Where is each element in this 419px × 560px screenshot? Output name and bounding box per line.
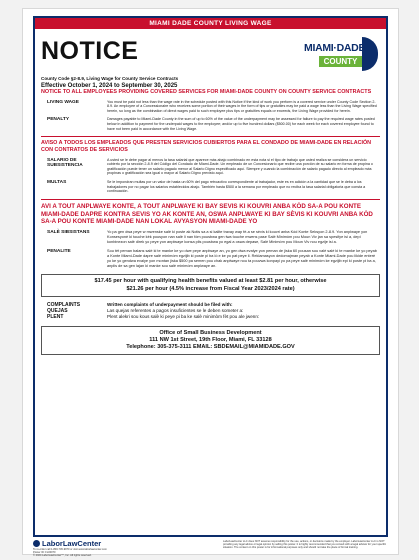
footer-line: Poster ID: FL00070 (33, 551, 56, 555)
logo-county-text: COUNTY (319, 56, 362, 67)
row-label: PENALITE (47, 249, 71, 255)
laborlawcenter-logo (33, 539, 101, 548)
laborlawcenter-icon (33, 540, 40, 547)
header (35, 29, 386, 75)
divider (41, 199, 380, 200)
section-row (35, 100, 386, 114)
row-label: LIVING WAGE (47, 99, 79, 105)
complaints-line: Las quejas referentes a pagos insuficientes se le deben someter a: (107, 307, 244, 313)
row-text: A usted se le debe pagar al menos la tasa salarial que aparece más abajo combinado en esta nota si el tipo de trabajo que usted realiza se considera un servicio cubierto por la sección 2-8.9 del Código del Condado de Miami-Dade. Un empleado de un Concesionario que recibe una porción de su salario en forma de propina o gratificación puede tener un salario pagado menor al Salario Digno especificado aquí. Siempre y cuando la combinación de salario pagado directo al empleado más propinas o gratificación sea igual o mayor al Salario Digno previsto aquí. (107, 157, 373, 176)
office-address: 111 NW 1st Street, 19th Floor, Miami, FL 33128 (149, 336, 272, 343)
office-contact: Telephone: 305-375-3111 EMAIL: SBDEMAIL@MIAMIDADE.GOV (126, 344, 295, 351)
row-label: SALARIO DE SUBSISTENCIA (47, 157, 83, 168)
poster-frame (33, 16, 388, 537)
complaints-label: COMPLAINTS (47, 302, 81, 309)
complaints-label: QUEJAS (47, 308, 68, 315)
section-row (35, 249, 386, 269)
creole-heading: AVI A TOUT ANPLWAYE KONTE, A TOUT ANPLWAYE KI BAY SEVIS KI KOUVRI ANBA KÒD SA-A POU KONTE MIAMI-DADE DAPRE KONTRA SEVIS YO AK KONTE AN, OSWA ANPLWAYE KI BAY SÈVIS KI KOUVRI ANBA KÒD SA-A POU KONTE MIAMI-DADE NAN LOKAL AVYASYON MIAMI-DADE YO (41, 202, 373, 226)
footer-left (33, 548, 183, 558)
row-text: Yo pa gen dwa peye w mwenske salè ki poste ak Notis sa a si kalite travay wap fè-a se sèvis ki kouvri anba Kòd Konte Seksyon 2-8.9. Yon anplwaye yon Konsesyonè ki touche kèk pousyon nan salè li nan fòm pousbwa gen twa touche mwens pase Salè Minimòm pou Moun Viv jan sa spesifye isi a, depi konbinezon salè direk yo peye yon anplwaye konsa plis pousbwa yo egal a oswa depase, Salè Minimòm pou Moun Viv nou egzije isi a. (107, 230, 368, 245)
footer-line: To re-order call 1-800-745-9970 or visit www.laborlawcenter.com (33, 548, 107, 551)
section-row (35, 180, 386, 194)
section-row (35, 117, 386, 131)
effective-dates: Effective October 1, 2024 to September 30, 2025 (41, 83, 178, 89)
rate-line: $21.26 per hour (4.5% increase from Fiscal Year 2023/2024 rate) (126, 285, 295, 292)
section-row (35, 158, 386, 176)
english-heading: NOTICE TO ALL EMPLOYEES PROVIDING COVERED SERVICES FOR MIAMI-DADE COUNTY ON COUNTY SERVICE CONTRACTS (41, 89, 372, 95)
row-label: MULTAS (47, 179, 67, 185)
complaints-label: PLENT (47, 314, 64, 321)
row-text: Se le impondran multas por un valor de hasta un 60% del pago retroactivo correspondiente al trabajador, este es en adición a la cantidad que se le deba a los trabajadores por no pagar los salarios establecidos abajo. También hasta $500 a la semana por empleado que no reciba la tasa salarial obligatoria que consta a continuación. (107, 179, 366, 194)
row-text: Sou tèt peman balans salè ki te manke ke yo dwe peye anplwaye an, yo gen dwa evalye yon peman de jiska 60 pousan sou valè salè ki te manke ke yo peyab a Konte Miami-Dade dapre salè minimòm egzijib ki poste pi ba lò e ke yo pat peye li. Reklamasyon dedomajman peyab a Konte Miami-Dade pou likide enterè yo ke yo gendwa evalye yon montan jiska $500 pa semen pou chak anplwaye nou ta pouvwa konpayi yo pa peye salè minimòm ke egzijib epi ki poste pi ba a, anplis de sa gen lajan ki manke sou salè minimòm anplwaye an. (107, 249, 377, 269)
miami-dade-logo (304, 37, 378, 71)
notice-title: NOTICE (41, 37, 139, 65)
complaints-labels (41, 302, 107, 321)
poster (22, 8, 399, 558)
rate-line: $17.45 per hour with qualifying health benefits valued at least $2.81 per hour, otherwise (94, 278, 327, 285)
footer-line: © 2024 LaborLawCenter™, Inc. All rights reserved. (33, 554, 92, 558)
row-label: PENALTY (47, 117, 70, 123)
wage-rate-box (41, 274, 380, 297)
section-row (35, 230, 386, 245)
banner: MIAMI DADE COUNTY LIVING WAGE (35, 18, 386, 29)
spanish-heading: AVISO A TODOS LOS EMPLEADOS QUE PRESTEN SERVICIOS CUBIERTOS PARA EL CONDADO DE MIAMI-DADE EN RELACIÓN CON CONTRATOS DE SERVICIOS (41, 140, 372, 153)
code-subtitle: County Code §2-8.9, Living Wage for County Service Contracts (41, 76, 179, 81)
logo-top-text: MIAMI·DADE (304, 42, 366, 54)
row-label: SALÈ SIBSISTANS (47, 230, 90, 236)
complaints-section (35, 302, 386, 321)
row-text: Damages payable to Miami-Dade County in the sum of up to 60% of the value of the underpayment may be assessed for failure to pay the required wage rates posted below in addition to payment for the underpaid wages to the employee; and/or up to five hundred dollars ($500.00) for each week for each covered employee found to have not been paid in accordance with the Living Wage. (107, 117, 375, 131)
laborlawcenter-brand: LaborLawCenter (42, 539, 102, 548)
footer (33, 539, 388, 558)
office-name: Office of Small Business Development (159, 329, 262, 336)
office-box (41, 326, 380, 356)
complaints-line: Plent alekri sou kous salè ki peye pi ba ke salè minimòm fèt pou ale jwenn: (107, 313, 260, 319)
complaints-line: Written complaints of underpayment should be filed with: (107, 302, 233, 308)
divider (41, 136, 380, 137)
row-text: You must be paid not less than the wage rate in the schedule posted with this Notice if the kind of work you perform is a covered service under County Code Section 2-8.9. An employee of a Concessionaire who receives some portion of their wages in the form of tips or gratuities may be paid a wage less than the Living Wage specified herein, so long as the combination of direct wages paid to such employee plus tips or gratuities equals or exceeds, the Living Wage provided for herein. (107, 99, 377, 113)
footer-disclaimer: LaborLawCenter LLC does NOT assume responsibility for the use, actions, or decisions made by the employer. LaborLawCenter LLC is NOT providing any legal advice or legal opinion by selling this poster. It is highly recommended that you consult with a legal advisor for your specific situation. The content on this poster is for informational purposes only and should not take the place of formal training. (223, 540, 387, 550)
complaints-lines (107, 302, 380, 321)
